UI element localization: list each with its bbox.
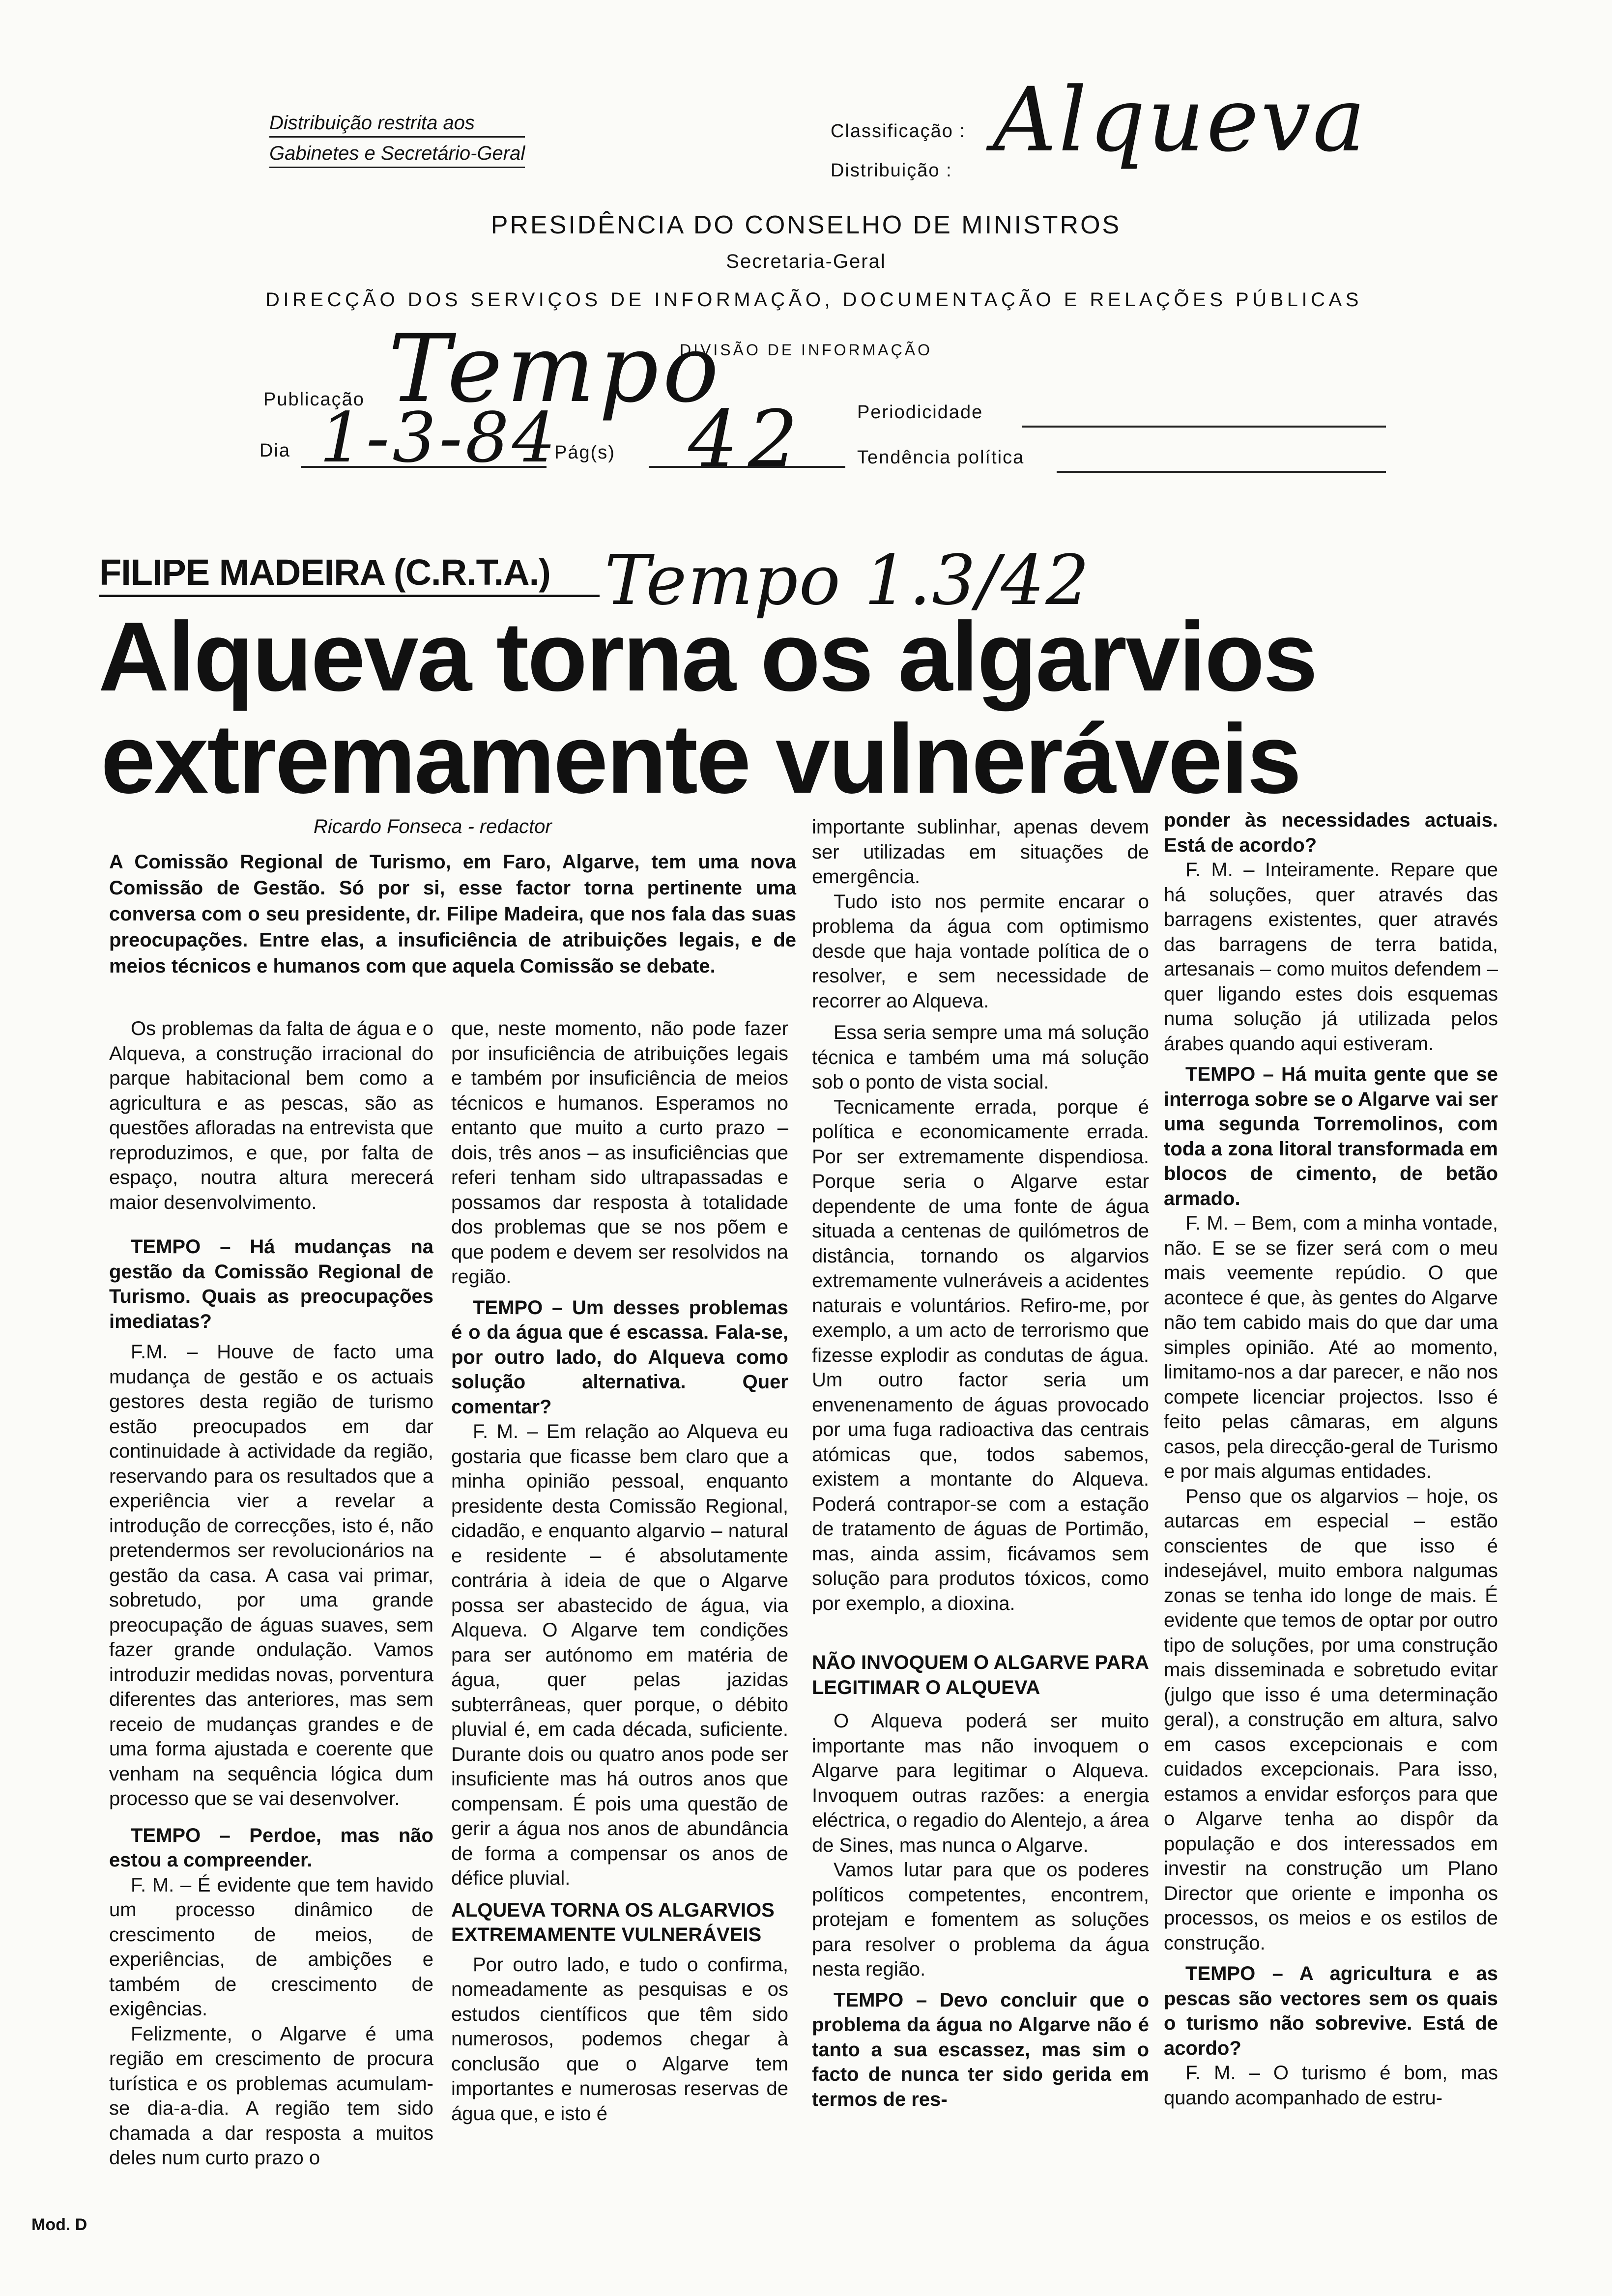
- paragraph: Tecnicamente errada, porque é política e economicamente errada. Por ser extremamente dispendiosa. Porque seria o Algarve estar dependente de uma fonte de água situada a centenas de quilómetros de distância, tornando os algarvios extremamente vulneráveis a acidentes naturais e voluntários. Refiro-me, por exemplo, a um acto de terrorismo que fizesse explodir as condutas de água. Um outro factor seria um envenenamento de águas provocado por uma fuga radioactiva das centrais atómicas que, todos sabemos, existem a montante do Alqueva. Poderá contrapor-se com a estação de tratamento de águas de Portimão, mas, ainda assim, ficávamos sem solução para produtos tóxicos, como por exemplo, a dioxina.: [812, 1096, 1149, 1614]
- classificacao-handwritten: Alqueva: [993, 69, 1368, 172]
- distribuicao-label: Distribuição :: [831, 160, 952, 181]
- paragraph: F. M. – Inteiramente. Repare que há soluções, quer através das barragens existentes, quer através das barragens de terra batida, artesanais – como muitos defendem – quer ligando estes dois esquemas numa solução já utilizada pelos árabes quando aqui estiveram.: [1164, 859, 1498, 1055]
- article-column-2: [451, 1016, 788, 2126]
- handwritten-source-note: Tempo 1.3/42: [604, 541, 1091, 621]
- interview-question: ponder às necessidades actuais. Está de acordo?: [1164, 809, 1498, 856]
- paragraph: Tudo isto nos permite encarar o problema da água com optimismo desde que haja vontade política de o resolver, e sem necessidade de recorrer ao Alqueva.: [812, 890, 1149, 1012]
- interview-question: TEMPO – Devo concluir que o problema da água no Algarve não é tanto a sua escassez, mas sim o facto de nunca ter sido gerida em termos de res-: [812, 1989, 1149, 2110]
- paragraph: F. M. – O turismo é bom, mas quando acompanhado de estru-: [1164, 2062, 1498, 2109]
- dia-value: 1-3-84: [319, 398, 559, 478]
- article-column-3: [812, 815, 1149, 2112]
- paragraph: F. M. – Bem, com a minha vontade, não. E se se fizer será com o meu mais veemente repúdio. O que acontece é que, às gentes do Algarve não tem cabido mais do que dar uma simples opinião. Até ao momento, limitamo-nos a dar parecer, e não nos compete licenciar projectos. Isso é feito pelas câmaras, em alguns casos, pela direcção-geral de Turismo e por mais algumas entidades.: [1164, 1212, 1498, 1482]
- paragraph: importante sublinhar, apenas devem ser utilizadas em situações de emergência.: [812, 816, 1149, 888]
- article-column-1: [109, 1016, 433, 2171]
- article-title-line2: extremamente vulneráveis: [101, 704, 1300, 814]
- paragraph: F. M. – É evidente que tem havido um processo dinâmico de crescimento de meios, de experiências, de ambições e também de crescimento de exigências.: [109, 1874, 433, 2020]
- article-title-line1: Alqueva torna os algarvios: [98, 602, 1317, 712]
- article-column-4: [1164, 808, 1498, 2110]
- interview-question: TEMPO – A agricultura e as pescas são vectores sem os quais o turismo não sobrevive. Está de acordo?: [1164, 1963, 1498, 2059]
- distribution-line-2: Gabinetes e Secretário-Geral: [269, 143, 525, 168]
- dia-label: Dia: [259, 440, 291, 461]
- distribution-line-1: Distribuição restrita aos: [269, 112, 525, 138]
- tendencia-line: [1057, 471, 1386, 473]
- interview-question: TEMPO – Um desses problemas é o da água que é escassa. Fala-se, por outro lado, do Alqueva como solução alternativa. Quer comentar?: [451, 1296, 788, 1418]
- tendencia-label: Tendência política: [857, 447, 1025, 468]
- publicacao-label: Publicação: [263, 389, 365, 410]
- direccao-line: DIRECÇÃO DOS SERVIÇOS DE INFORMAÇÃO, DOCUMENTAÇÃO E RELAÇÕES PÚBLICAS: [265, 289, 1362, 311]
- paragraph: O Alqueva poderá ser muito importante mas não invoquem o Algarve para legitimar o Alqueva. Invoquem outras razões: a energia eléctrica, o regadio do Alentejo, a área de Sines, mas nunca o Algarve.: [812, 1710, 1149, 1856]
- byline: Ricardo Fonseca - redactor: [314, 816, 552, 837]
- pags-label: Pág(s): [554, 442, 615, 463]
- paragraph: Essa seria sempre uma má solução técnica e também uma má solução sob o ponto de vista social.: [812, 1022, 1149, 1093]
- paragraph: Penso que os algarvios – hoje, os autarcas em especial – estão conscientes de que isso é indesejável, muito embora nalgumas zonas se tenha ido longe de mais. É evidente que temos de optar por outro tipo de soluções, por uma construção mais disseminada e sobretudo evitar (julgo que isso é uma determinação geral), a construção em altura, salvo em casos excepcionais e com cuidados excepcionais. Para isso, estamos a envidar esforços para que o Algarve tenha ao dispôr da população e dos interessados em investir na construção um Plano Director que oriente e imponha os processos, os meios e os estilos de construção.: [1164, 1485, 1498, 1954]
- pags-value: 42: [688, 393, 808, 485]
- paragraph: F. M. – Em relação ao Alqueva eu gostaria que ficasse bem claro que a minha opinião pessoal, enquanto presidente desta Comissão Regional, cidadão, e enquanto algarvio – natural e residente – é absolutamente contrária à ideia de que o Algarve possa ser abastecido de água, via Alqueva. O Algarve tem condições para ser autónomo em matéria de água, quer pelas jazidas subterrâneas, quer porque, o débito pluvial é, em cada década, suficiente. Durante dois ou quatro anos pode ser insuficiente mas há outros anos que compensam. É pois uma questão de gerir a água nos anos de abundância de forma a compensar os anos de défice pluvial.: [451, 1421, 788, 1889]
- form-model-mark: Mod. D: [31, 2215, 87, 2234]
- periodicidade-line: [1022, 426, 1386, 428]
- paragraph: que, neste momento, não pode fazer por insuficiência de atribuições legais e também por insuficiência de meios técnicos e humanos. Esperamos no entanto que muito a curto prazo – dois, três anos – as insuficiências que referi tenham sido ultrapassadas e possamos dar resposta à totalidade dos problemas que se nos põem e que podem e devem ser resolvidos na região.: [451, 1018, 788, 1288]
- paragraph: F.M. – Houve de facto uma mudança de gestão e os actuais gestores desta região de turismo estão preocupados em dar continuidade à actividade da região, reservando para os resultados que a experiência vier a revelar a introdução de correcções, isto é, não pretendermos ser revolucionários na gestão da casa. A casa vai primar, sobretudo, por uma grande preocupação de águas suaves, sem fazer grande ondulação. Vamos introduzir medidas novas, porventura diferentes das anteriores, mas sem receio de mudanças grandes e de uma forma ajustada e coerente que venham na sequência lógica dum processo que se vai desenvolver.: [109, 1341, 433, 1809]
- paragraph: Vamos lutar para que os poderes políticos competentes, encontrem, protejam e fomentem as soluções para resolver o problema da água nesta região.: [812, 1859, 1149, 1980]
- periodicidade-label: Periodicidade: [857, 402, 983, 423]
- article-lead: A Comissão Regional de Turismo, em Faro, Algarve, tem uma nova Comissão de Gestão. Só por si, esse factor torna pertinente uma conversa com o seu presidente, dr. Filipe Madeira, que nos fala das suas preocupações. Entre elas, a insuficiência de atribuições legais, e de meios técnicos e humanos com que aquela Comissão se debate.: [109, 851, 796, 977]
- paragraph: Por outro lado, e tudo o confirma, nomeadamente as pesquisas e os estudos científicos que têm sido numerosos, podemos chegar à conclusão que o Algarve tem importantes e numerosas reservas de água que, e isto é: [451, 1953, 788, 2124]
- secretaria: Secretaria-Geral: [726, 251, 886, 272]
- paragraph: Os problemas da falta de água e o Alqueva, a construção irracional do parque habitacional bem como a agricultura e as pescas, são as questões afloradas na entrevista que reproduzimos, e que, por falta de espaço, noutra altura merecerá maior desenvolvimento.: [109, 1018, 433, 1213]
- section-subheading: ALQUEVA TORNA OS ALGARVIOS EXTREMAMENTE VULNERÁVEIS: [451, 1899, 775, 1946]
- divisao: DIVISÃO DE INFORMAÇÃO: [680, 341, 932, 359]
- classificacao-label: Classificação :: [831, 121, 966, 142]
- interview-question: TEMPO – Há mudanças na gestão da Comissão Regional de Turismo. Quais as preocupações imediatas?: [109, 1236, 433, 1332]
- distribution-restriction: [269, 112, 525, 168]
- article-kicker: FILIPE MADEIRA (C.R.T.A.): [99, 552, 550, 593]
- paragraph: Felizmente, o Algarve é uma região em crescimento de procura turística e os problemas acumulam-se dia-a-dia. A região tem sido chamada a dar resposta a muitos deles num curto prazo o: [109, 2023, 433, 2169]
- interview-question: TEMPO – Perdoe, mas não estou a compreender.: [109, 1824, 433, 1871]
- org-title: PRESIDÊNCIA DO CONSELHO DE MINISTROS: [490, 211, 1122, 239]
- kicker-rule: [99, 595, 600, 597]
- publicacao-value: Tempo: [388, 315, 723, 423]
- interview-question: TEMPO – Há muita gente que se interroga sobre se o Algarve vai ser uma segunda Torremolinos, com toda a zona litoral transformada em blocos de cimento, de betão armado.: [1164, 1063, 1498, 1209]
- section-subheading: NÃO INVOQUEM O ALGARVE PARA LEGITIMAR O ALQUEVA: [812, 1652, 1149, 1698]
